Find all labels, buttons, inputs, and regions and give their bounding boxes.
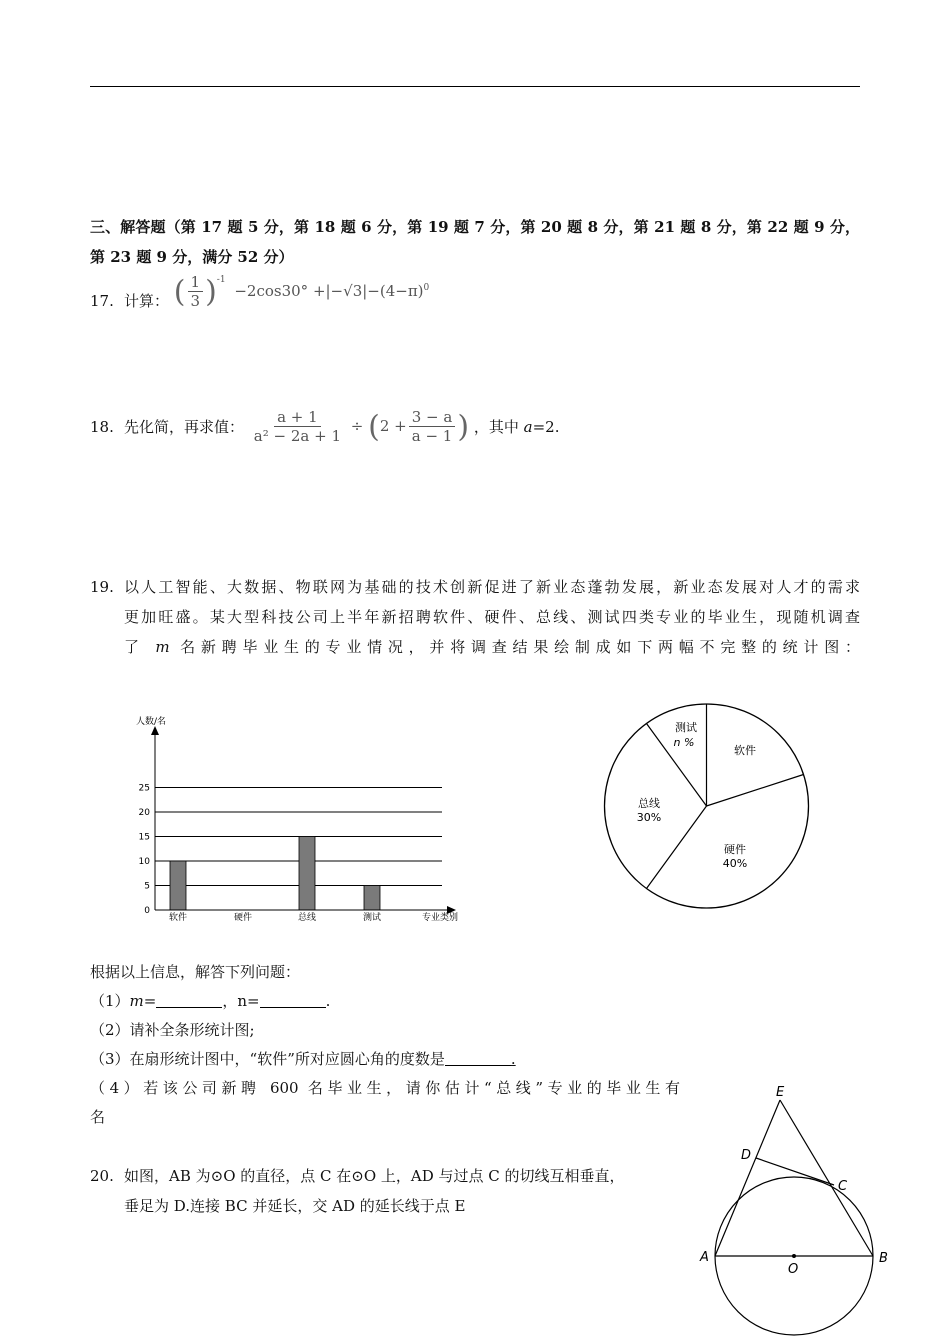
question-17	[90, 272, 429, 311]
q18-label: 先化简，再求值：	[124, 418, 245, 436]
pie-value-hardware: 40%	[722, 857, 748, 870]
q18-expression: $\frac{a + 1}{\text{a² − 2a + 1}}$ ÷ (2 + $\frac{3 - a}{a - 1}$ )	[249, 417, 474, 435]
pie-label-hardware: 硬件	[724, 843, 746, 856]
label-c: C	[838, 1179, 848, 1194]
q18-tail-pre: ，其中	[473, 418, 524, 436]
q20-line1-text: 如图，AB 为⊙O 的直径，点 C 在⊙O 上，AD 与过点 C 的切线互相垂直，	[124, 1167, 625, 1185]
q19-line2: 更加旺盛。某大型科技公司上半年新招聘软件、硬件、总线、测试四类专业的毕业生，现随机调查	[124, 608, 860, 626]
q19-sub1-pre: （1）	[90, 992, 130, 1010]
pie-label-bus: 总线	[638, 797, 660, 810]
bar-y-tick-label: 15	[138, 832, 150, 843]
pie-chart	[600, 700, 815, 915]
answer-blank-n[interactable]	[260, 991, 326, 1008]
q17-frac-den: 3	[190, 292, 201, 310]
q19-sub1-m: m	[129, 992, 144, 1010]
q17-frac-num: 1	[188, 273, 204, 292]
question-18	[90, 408, 559, 445]
bar-category-label: 总线	[297, 913, 317, 923]
header-rule	[90, 86, 860, 87]
q19-sub1-mid: ，n=	[222, 992, 260, 1010]
section-header: 三、解答题（第 17 题 5 分，第 18 题 6 分，第 19 题 7 分，第 20 题 8 分，第 21 题 8 分，第 22 题 9 分，第 23 题 9 分，满分 52 分）	[90, 218, 860, 266]
q19-line3-var: m	[155, 638, 170, 656]
q19-subquestions	[90, 958, 680, 1132]
q19-sub4-line2: 名	[90, 1108, 106, 1126]
q19-sub1	[90, 987, 680, 1016]
q18-div: ÷	[350, 416, 364, 435]
center-point	[792, 1254, 796, 1258]
bar-2	[299, 837, 315, 911]
bar-category-label: 软件	[168, 913, 188, 923]
q19-sub3-text: （3）在扇形统计图中，“软件”所对应圆心角的度数是	[90, 1050, 445, 1068]
label-o: O	[788, 1262, 799, 1277]
q19-sub3	[90, 1045, 680, 1074]
line-be	[780, 1100, 873, 1256]
q19-intro: 根据以上信息，解答下列问题：	[90, 963, 301, 981]
pie-value-test: n %	[673, 736, 695, 749]
q18-f2-den: a − 1	[411, 427, 453, 445]
q17-expression: ( $\frac{1}{3}$ )$^{-1} -2\cos 30^\circ +|-√3|-(4-\pi)^0$	[173, 273, 430, 310]
q19-line3-pre: 了	[124, 638, 156, 656]
bar-y-tick-label: 5	[144, 881, 150, 892]
q19-sub1-end: .	[325, 992, 331, 1010]
q18-f2-num: 3 − a	[409, 408, 456, 427]
q18-tail-post: =2.	[532, 418, 560, 436]
bar-3	[364, 886, 380, 911]
q20-number: 20.	[90, 1167, 114, 1185]
bar-0	[170, 861, 186, 910]
q18-two-plus: 2 +	[379, 416, 407, 435]
q19-sub3-end: .	[510, 1050, 516, 1068]
bar-y-label: 人数/名	[136, 717, 167, 727]
pie-value-bus: 30%	[636, 811, 662, 824]
q19-sub4-line1: （4）若该公司新聘 600 名毕业生，请你估计“总线”专业的毕业生有	[90, 1079, 680, 1097]
q17-number: 17.	[90, 292, 114, 310]
q17-rest: −2cos30° +|−√3|−(4−π)	[234, 281, 424, 300]
label-b: B	[879, 1251, 888, 1266]
bar-category-label: 硬件	[233, 913, 253, 923]
answer-blank-m[interactable]	[156, 991, 222, 1008]
bar-y-tick-label: 0	[144, 906, 150, 916]
q19-number: 19.	[90, 578, 114, 596]
q19-sub1-eq: =	[143, 992, 157, 1010]
q18-f1-den: a² − 2a + 1	[253, 427, 341, 445]
bar-y-arrow	[151, 726, 159, 735]
line-ae	[715, 1100, 780, 1256]
label-e: E	[776, 1085, 785, 1100]
q20-line2: 垂足为 D.连接 BC 并延长，交 AD 的延长线于点 E	[124, 1197, 466, 1215]
question-20	[90, 1161, 690, 1221]
q18-f1-num: a + 1	[274, 408, 321, 427]
bar-category-label: 测试	[362, 913, 382, 923]
label-d: D	[741, 1148, 752, 1163]
q19-sub2: （2）请补全条形统计图;	[90, 1021, 255, 1039]
bar-y-tick-label: 25	[138, 783, 150, 794]
q19-line1: 以人工智能、大数据、物联网为基础的技术创新促进了新业态蓬勃发展，新业态发展对人才的需求	[124, 578, 860, 596]
q19-line3	[90, 632, 860, 662]
label-a: A	[700, 1250, 709, 1265]
question-19	[90, 572, 860, 662]
q18-tail-var: a	[523, 418, 533, 436]
answer-blank-angle[interactable]	[445, 1049, 511, 1066]
q17-label: 计算：	[124, 292, 170, 310]
q19-line3-post: 名新聘毕业生的专业情况，并将调查结果绘制成如下两幅不完整的统计图：	[169, 638, 860, 656]
bar-y-tick-label: 20	[138, 808, 150, 818]
bar-chart	[120, 710, 480, 930]
bar-y-tick-label: 10	[138, 857, 150, 867]
pie-label-test: 测试	[675, 721, 697, 734]
q17-exponent: -1	[216, 274, 226, 285]
geometry-figure	[690, 1080, 900, 1342]
q18-number: 18.	[90, 418, 114, 436]
pie-label-software: 软件	[734, 744, 756, 757]
bar-x-label: 专业类别	[422, 913, 459, 923]
q17-exponent-zero: 0	[423, 282, 430, 293]
q20-line1	[90, 1161, 690, 1191]
